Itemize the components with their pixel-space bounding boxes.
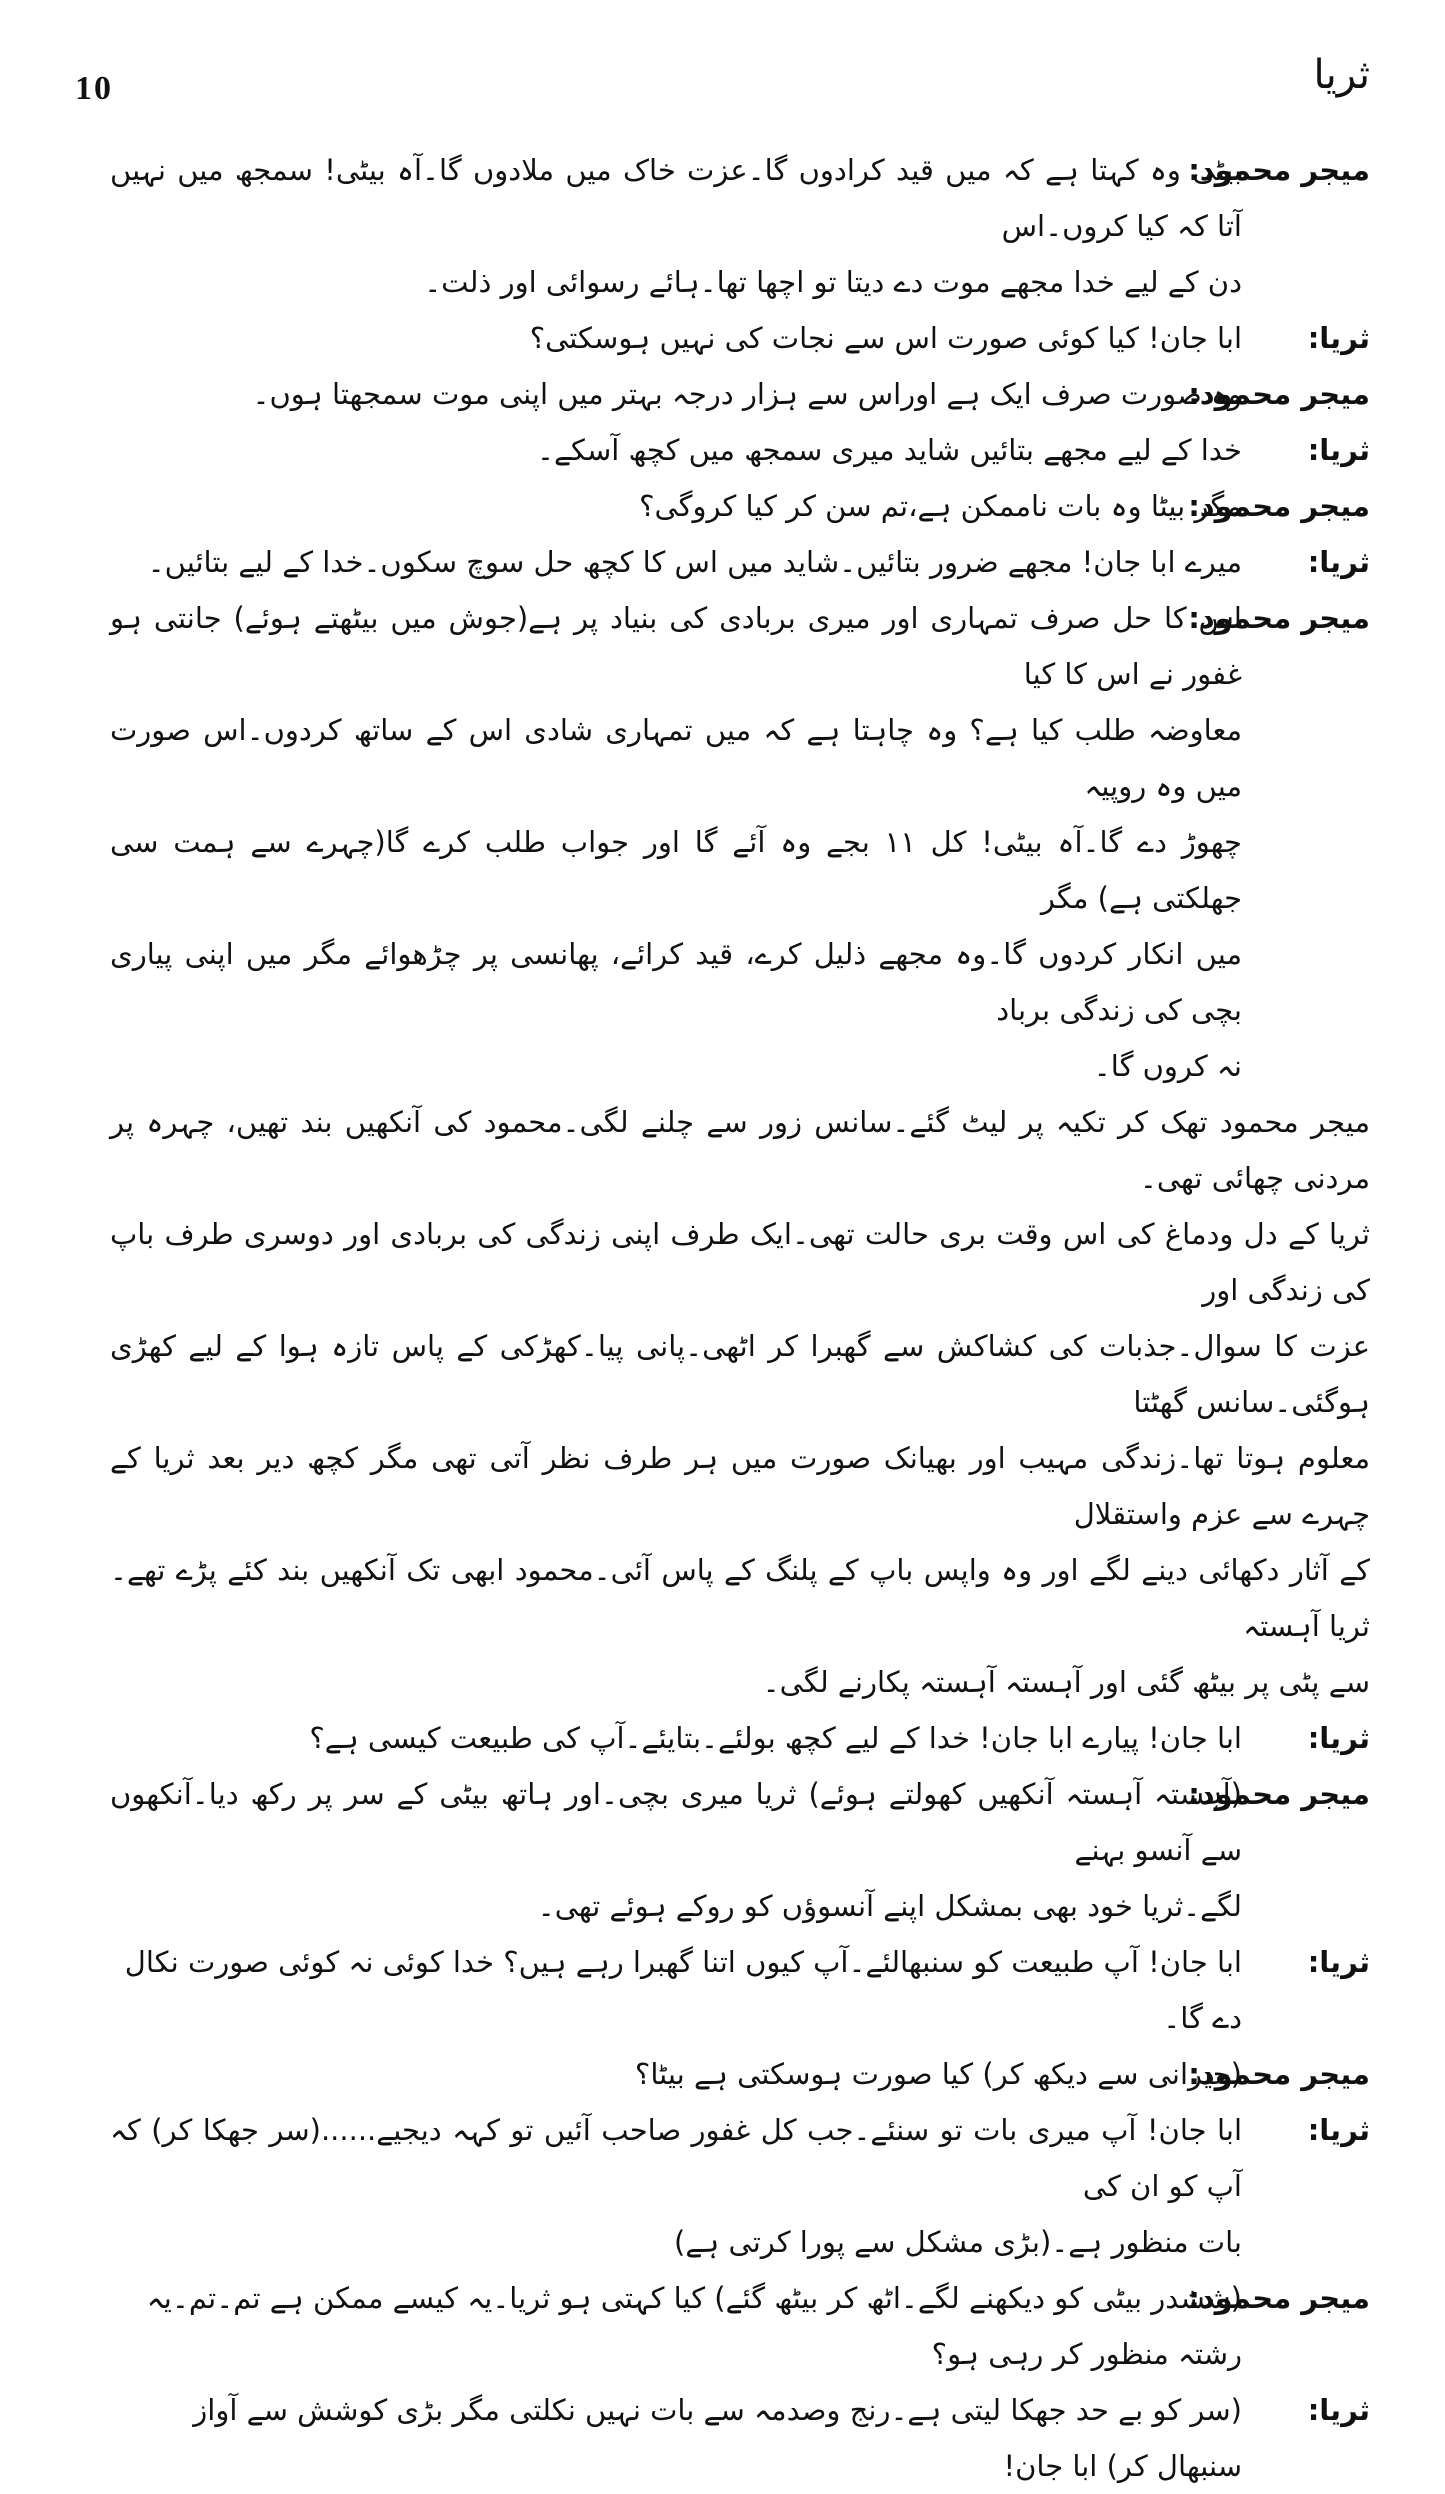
speech-line: لگے۔ثریا خود بھی بمشکل اپنے آنسوؤں کو روکے ہوئے تھی۔: [537, 1889, 1242, 1923]
dialogue-entry: [110, 478, 1370, 534]
speech-text: [110, 366, 1242, 422]
speech-text: [110, 534, 1242, 590]
speech-line: ابا جان! آپ طبیعت کو سنبھالئے۔آپ کیوں اتنا گھبرا رہے ہیں؟ خدا کوئی نہ کوئی صورت نکال دے گا۔: [124, 1945, 1242, 2035]
page-content: [110, 142, 1370, 2494]
speech-line: دن کے لیے خدا مجھے موت دے دیتا تو اچھا تھا۔ہائے رسوائی اور ذلت۔: [424, 265, 1242, 299]
speech-line: ابا جان! پیارے ابا جان! خدا کے لیے کچھ بولئے۔بتایئے۔آپ کی طبیعت کیسی ہے؟: [309, 1721, 1242, 1755]
dialogue-entry: [110, 142, 1370, 310]
dialogue-entry: [110, 1766, 1370, 1934]
dialogue-entry: [110, 1934, 1370, 2046]
speech-text: [110, 2102, 1242, 2270]
dialogue-entry: [110, 1710, 1370, 1766]
speech-line: اس کا حل صرف تمہاری اور میری بربادی کی بنیاد پر ہے(جوش میں بیٹھتے ہوئے) جانتی ہو غفور نے اس کا کیا: [110, 601, 1242, 691]
speaker-label: میجر محمود:: [1188, 1777, 1370, 1811]
dialogue-entry: [110, 590, 1370, 1094]
speaker-label: ثریا:: [1307, 2393, 1370, 2427]
speech-line: (حیرانی سے دیکھ کر) کیا صورت ہوسکتی ہے بیٹا؟: [634, 2057, 1242, 2091]
speech-text: [110, 1766, 1242, 1934]
speech-line: وہ صورت صرف ایک ہے اوراس سے ہزار درجہ بہتر میں اپنی موت سمجھتا ہوں۔: [252, 377, 1242, 411]
running-title: ثریا: [1313, 52, 1370, 98]
speaker-label: میجر محمود:: [1188, 377, 1370, 411]
speaker-label: ثریا:: [1307, 545, 1370, 579]
dialogue-entry: [110, 2270, 1370, 2382]
speech-text: [110, 310, 1242, 366]
speech-line: معاوضہ طلب کیا ہے؟ وہ چاہتا ہے کہ میں تمہاری شادی اس کے ساتھ کردوں۔اس صورت میں وہ روپیہ: [110, 713, 1242, 803]
speaker-label: میجر محمود:: [1188, 153, 1370, 187]
speech-text: [110, 1934, 1242, 2046]
dialogue-entry: [110, 366, 1370, 422]
narrative-line: سے پٹی پر بیٹھ گئی اور آہستہ آہستہ پکارنے لگی۔: [762, 1665, 1370, 1699]
speaker-label: میجر محمود:: [1188, 601, 1370, 635]
speaker-label: ثریا:: [1307, 321, 1370, 355]
dialogue-entry: [110, 534, 1370, 590]
narrative-line: میجر محمود تھک کر تکیہ پر لیٹ گئے۔سانس زور سے چلنے لگی۔محمود کی آنکھیں بند تھیں، چہرہ پر مردنی چھائی تھی۔: [110, 1105, 1370, 1195]
speech-text: [110, 2046, 1242, 2102]
speech-text: [110, 2382, 1242, 2494]
speech-line: (ششدر بیٹی کو دیکھنے لگے۔اٹھ کر بیٹھ گئے) کیا کہتی ہو ثریا۔یہ کیسے ممکن ہے تم۔تم۔یہ رشتہ منظور کر رہی ہو؟: [146, 2281, 1242, 2371]
dialogue-entry: [110, 2382, 1370, 2494]
narrative-paragraph: [110, 1094, 1370, 1710]
narrative-line: کے آثار دکھائی دینے لگے اور وہ واپس باپ کے پلنگ کے پاس آئی۔محمود ابھی تک آنکھیں بند کئے پڑے تھے۔ثریا آہستہ: [110, 1553, 1370, 1643]
speech-line: نہ کروں گا۔: [1093, 1049, 1242, 1083]
dialogue-entry: [110, 2046, 1370, 2102]
speech-text: [110, 590, 1242, 1094]
narrative-line: معلوم ہوتا تھا۔زندگی مہیب اور بھیانک صورت میں ہر طرف نظر آتی تھی مگر کچھ دیر بعد ثریا کے چہرے سے عزم واستقلال: [110, 1441, 1370, 1531]
speech-line: بیٹی وہ کہتا ہے کہ میں قید کرادوں گا۔عزت خاک میں ملادوں گا۔آہ بیٹی! سمجھ میں نہیں آتا کہ کیا کروں۔اس: [110, 153, 1242, 243]
speech-line: خدا کے لیے مجھے بتائیں شاید میری سمجھ میں کچھ آسکے۔: [536, 433, 1242, 467]
speech-line: ابا جان! کیا کوئی صورت اس سے نجات کی نہیں ہوسکتی؟: [529, 321, 1242, 355]
speech-text: [110, 1710, 1242, 1766]
speech-line: مگر بیٹا وہ بات ناممکن ہے،تم سن کر کیا کروگی؟: [639, 489, 1242, 523]
speech-text: [110, 2270, 1242, 2382]
speaker-label: ثریا:: [1307, 2113, 1370, 2147]
speaker-label: میجر محمود:: [1188, 2057, 1370, 2091]
speech-text: [110, 478, 1242, 534]
dialogue-entry: [110, 310, 1370, 366]
speech-text: [110, 142, 1242, 310]
page-number: 10: [75, 70, 113, 107]
speaker-label: ثریا:: [1307, 1945, 1370, 1979]
speaker-label: ثریا:: [1307, 433, 1370, 467]
speech-line: (سر کو بے حد جھکا لیتی ہے۔رنج وصدمہ سے بات نہیں نکلتی مگر بڑی کوشش سے آواز سنبھال کر) ابا جان!: [193, 2393, 1242, 2483]
dialogue-block-1: [110, 142, 1370, 1094]
speech-line: میرے ابا جان! مجھے ضرور بتائیں۔شاید میں اس کا کچھ حل سوچ سکوں۔خدا کے لیے بتائیں۔: [147, 545, 1242, 579]
speech-line: (آہستہ آہستہ آنکھیں کھولتے ہوئے) ثریا میری بچی۔اور ہاتھ بیٹی کے سر پر رکھ دیا۔آنکھوں سے آنسو بہنے: [110, 1777, 1242, 1867]
narrative-line: ثریا کے دل ودماغ کی اس وقت بری حالت تھی۔ایک طرف اپنی زندگی کی بربادی اور دوسری طرف باپ کی زندگی اور: [110, 1217, 1370, 1307]
narrative-line: عزت کا سوال۔جذبات کی کشاکش سے گھبرا کر اٹھی۔پانی پیا۔کھڑکی کے پاس تازہ ہوا کے لیے کھڑی ہوگئی۔سانس گھٹتا: [110, 1329, 1370, 1419]
speech-text: [110, 422, 1242, 478]
speech-line: بات منظور ہے۔(بڑی مشکل سے پورا کرتی ہے): [674, 2225, 1242, 2259]
dialogue-entry: [110, 422, 1370, 478]
dialogue-block-2: [110, 1710, 1370, 2494]
speech-line: میں انکار کردوں گا۔وہ مجھے ذلیل کرے، قید کرائے، پھانسی پر چڑھوائے مگر میں اپنی پیاری بچی کی زندگی برباد: [110, 937, 1242, 1027]
speech-line: چھوڑ دے گا۔آہ بیٹی! کل ۱۱ بجے وہ آئے گا اور جواب طلب کرے گا(چہرے سے ہمت سی جھلکتی ہے) مگر: [110, 825, 1242, 915]
dialogue-entry: [110, 2102, 1370, 2270]
speaker-label: میجر محمود:: [1188, 2281, 1370, 2315]
speech-line: ابا جان! آپ میری بات تو سنئے۔جب کل غفور صاحب آئیں تو کہہ دیجیے......(سر جھکا کر) کہ آپ کو ان کی: [110, 2113, 1242, 2203]
speaker-label: ثریا:: [1307, 1721, 1370, 1755]
speaker-label: میجر محمود:: [1188, 489, 1370, 523]
